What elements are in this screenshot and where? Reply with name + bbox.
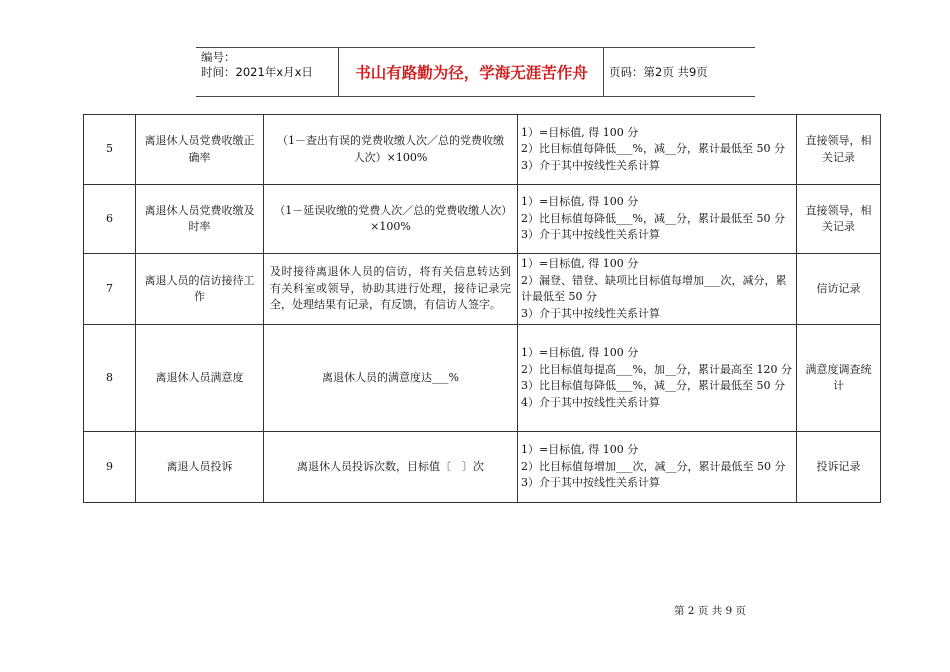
indicator-formula: （1－查出有误的党费收缴人次／总的党费收缴人次）×100% <box>264 115 518 185</box>
row-number: 9 <box>84 432 136 503</box>
document-date: 时间：2021年x月x日 <box>201 65 313 79</box>
table-row <box>84 432 881 503</box>
rule-line: 1）=目标值, 得 100 分 <box>521 195 639 209</box>
table-row <box>84 254 881 325</box>
indicator-name: 离退休人员满意度 <box>136 325 264 432</box>
rule-line: 3）介于其中按线性关系计算 <box>521 476 660 490</box>
indicator-formula: 离退休人员投诉次数，目标值〔 〕次 <box>264 432 518 503</box>
data-source: 满意度调查统计 <box>797 325 881 432</box>
rule-line: 1）=目标值, 得 100 分 <box>521 125 639 139</box>
row-number: 6 <box>84 185 136 254</box>
rule-line: 2）比目标值每降低___%，减__分，累计最低至 50 分 <box>521 142 785 156</box>
data-source: 信访记录 <box>797 254 881 325</box>
indicator-name: 离退休人员党费收缴及时率 <box>136 185 264 254</box>
indicator-formula: 及时接待离退休人员的信访，将有关信息转达到有关科室或领导，协助其进行处理，接待记录完全，处理结果有记录，有反馈，有信访人签字。 <box>264 254 518 325</box>
row-number: 5 <box>84 115 136 185</box>
page-footer: 第 2 页 共 9 页 <box>673 605 747 617</box>
data-source: 直接领导，相关记录 <box>797 115 881 185</box>
scoring-rules <box>518 325 797 432</box>
kpi-table <box>83 114 881 503</box>
data-source: 直接领导，相关记录 <box>797 185 881 254</box>
indicator-name: 离退人员投诉 <box>136 432 264 503</box>
indicator-formula: 离退休人员的满意度达___% <box>264 325 518 432</box>
rule-line: 3）介于其中按线性关系计算 <box>521 158 660 172</box>
indicator-formula: （1－延误收缴的党费人次／总的党费收缴人次）×100% <box>264 185 518 254</box>
header-meta <box>201 50 337 80</box>
rule-line: 3）介于其中按线性关系计算 <box>521 306 660 320</box>
rule-line: 4）介于其中按线性关系计算 <box>521 395 660 409</box>
scoring-rules <box>518 185 797 254</box>
header-divider <box>603 47 604 96</box>
rule-line: 1）=目标值, 得 100 分 <box>521 257 639 270</box>
table-row <box>84 115 881 185</box>
rule-line: 2）漏登、错登、缺项比目标值每增加___次，减分，累计最低至 50 分 <box>521 273 787 303</box>
header-motto: 书山有路勤为径，学海无涯苦作舟 <box>355 63 588 82</box>
scoring-rules <box>518 254 797 325</box>
table-row <box>84 185 881 254</box>
rule-line: 2）比目标值每提高___%，加__分，累计最高至 120 分 <box>521 362 792 376</box>
data-source: 投诉记录 <box>797 432 881 503</box>
document-number: 编号： <box>201 50 236 64</box>
indicator-name: 离退人员的信访接待工作 <box>136 254 264 325</box>
header-page-number: 页码：第2页 共9页 <box>609 64 708 79</box>
rule-line: 1）=目标值, 得 100 分 <box>521 443 639 457</box>
row-number: 7 <box>84 254 136 325</box>
scoring-rules <box>518 432 797 503</box>
table-row <box>84 325 881 432</box>
indicator-name: 离退休人员党费收缴正确率 <box>136 115 264 185</box>
rule-line: 3）比目标值每降低___%，减__分，累计最低至 50 分 <box>521 379 785 392</box>
rule-line: 2）比目标值每降低___%，减__分，累计最低至 50 分 <box>521 211 785 225</box>
scoring-rules <box>518 115 797 185</box>
rule-line: 1）=目标值, 得 100 分 <box>521 346 639 359</box>
header-bottom-rule <box>196 96 755 97</box>
rule-line: 3）介于其中按线性关系计算 <box>521 228 660 242</box>
header-divider <box>338 47 339 96</box>
rule-line: 2）比目标值每增加___次，减__分，累计最低至 50 分 <box>521 459 786 473</box>
row-number: 8 <box>84 325 136 432</box>
